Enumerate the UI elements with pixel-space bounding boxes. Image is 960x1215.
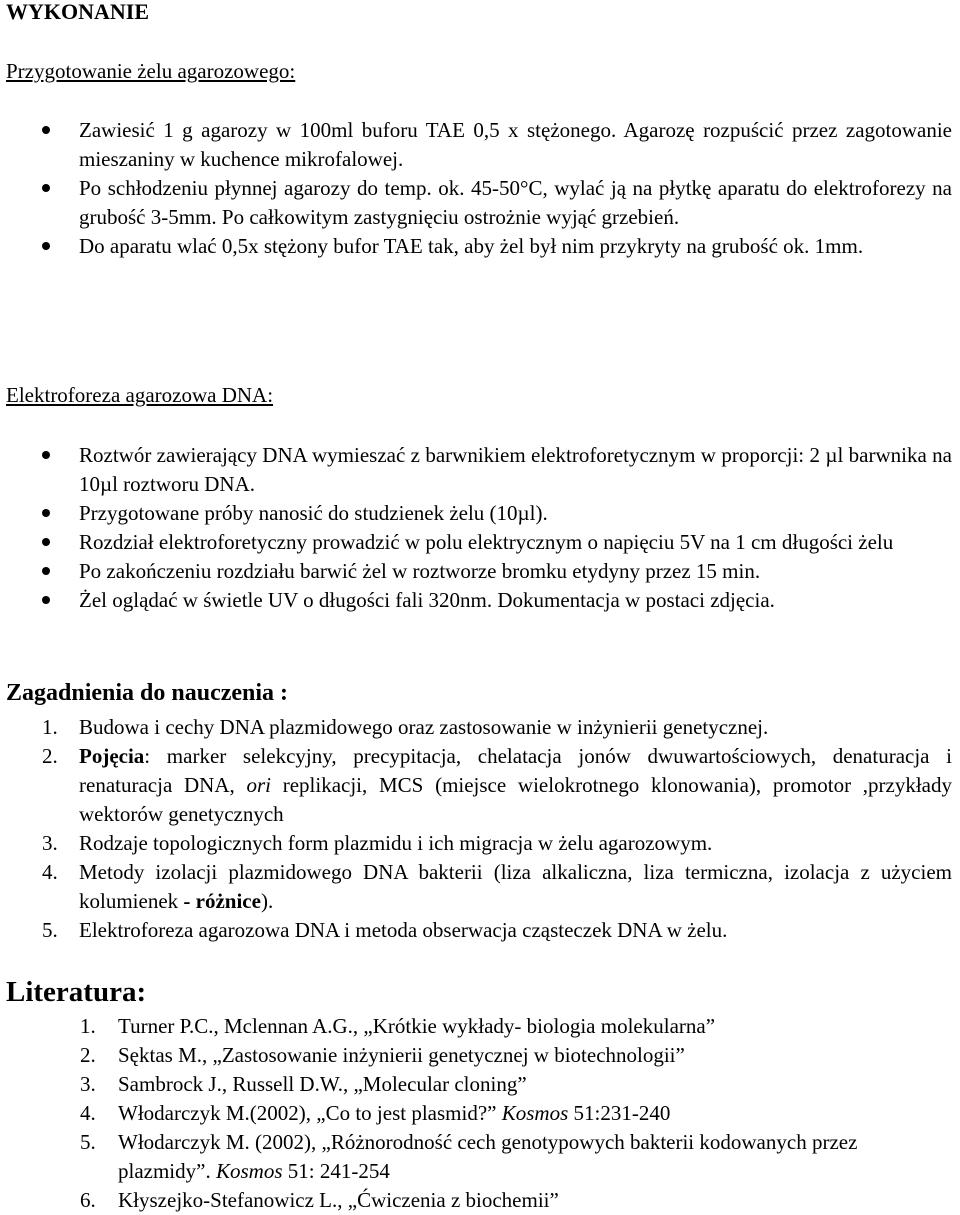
reference-text: Turner P.C., Mclennan A.G., „Krótkie wykłady- biologia molekularna” [118, 1014, 716, 1038]
reference-text: 51:231-240 [573, 1101, 671, 1125]
list-item-text: Do aparatu wlać 0,5x stężony bufor TAE tak, aby żel był nim przykryty na grubość ok. 1mm. [79, 234, 864, 258]
electrophoresis-steps-list [0, 441, 960, 615]
list-item [0, 742, 960, 829]
list-item [0, 528, 960, 557]
topic-text: Elektroforeza agarozowa DNA i metoda obserwacja cząsteczek DNA w żelu. [79, 918, 728, 942]
list-item [0, 1041, 960, 1070]
reference-text: 51: 241-254 [287, 1159, 390, 1183]
item-number: 5. [42, 918, 58, 942]
item-number: 3. [42, 831, 58, 855]
reference-text: Sęktas M., „Zastosowanie inżynierii genetycznej w biotechnologii” [118, 1043, 685, 1067]
list-item [0, 116, 960, 174]
journal-name: Kosmos [501, 1101, 569, 1125]
list-item [0, 858, 960, 916]
list-item-text: Po schłodzeniu płynnej agarozy do temp. ok. 45-50°C, wylać ją na płytkę aparatu do elektroforezy na grubość 3-5mm. Po całkowitym zastygnięciu ostrożnie wyjąć grzebień. [79, 176, 952, 229]
bullet-icon [42, 538, 50, 546]
list-item-text: Po zakończeniu rozdziału barwić żel w roztworze bromku etydyny przez 15 min. [79, 559, 761, 583]
bullet-icon [42, 567, 50, 575]
topics-list [0, 713, 960, 945]
item-number: 2. [80, 1043, 96, 1067]
reference-text: Włodarczyk M. (2002), „Różnorodność cech genotypowych bakterii kodowanych przez plazmidy”. [118, 1130, 858, 1183]
list-item [0, 713, 960, 742]
list-item [0, 557, 960, 586]
item-number: 3. [80, 1072, 96, 1096]
bullet-icon [42, 242, 50, 250]
electrophoresis-section-title: Elektroforeza agarozowa DNA: [6, 383, 274, 407]
list-item [0, 499, 960, 528]
item-number: 2. [42, 744, 58, 768]
list-item [0, 1070, 960, 1099]
topic-text: ). [260, 889, 274, 913]
list-item [0, 1099, 960, 1128]
bullet-icon [42, 509, 50, 517]
list-item-text: Zawiesić 1 g agarozy w 100ml buforu TAE 0,5 x stężonego. Agarozę rozpuścić przez zagotowanie mieszaniny w kuchence mikrofalowej. [79, 118, 952, 171]
bullet-icon [42, 126, 50, 134]
list-item [0, 829, 960, 858]
reference-text: Sambrock J., Russell D.W., „Molecular cloning” [118, 1072, 527, 1096]
list-item-text: Żel oglądać w świetle UV o długości fali 320nm. Dokumentacja w postaci zdjęcia. [79, 588, 775, 612]
reference-text: Kłyszejko-Stefanowicz L., „Ćwiczenia z biochemii” [118, 1188, 559, 1212]
topic-text: : marker selekcyjny, precypitacja, chelatacja jonów dwuwartościowych, denaturacja i renaturacja DNA, [79, 744, 952, 797]
topic-text: Budowa i cechy DNA plazmidowego oraz zastosowanie w inżynierii genetycznej. [79, 715, 769, 739]
list-item [0, 232, 960, 261]
gel-steps-list [0, 116, 960, 261]
topic-bold-term: - różnice [183, 889, 261, 913]
list-item [0, 586, 960, 615]
topic-bold-term: Pojęcia [79, 744, 145, 768]
topic-text: Metody izolacji plazmidowego DNA bakterii (liza alkaliczna, liza termiczna, izolacja z użyciem kolumienek [79, 860, 952, 913]
page-title: WYKONANIE [6, 0, 150, 24]
literature-heading: Literatura: [6, 976, 147, 1008]
gel-section-title: Przygotowanie żelu agarozowego: [6, 59, 296, 83]
topics-heading: Zagadnienia do nauczenia : [6, 680, 289, 706]
list-item-text: Przygotowane próby nanosić do studzienek żelu (10µl). [79, 501, 548, 525]
bullet-icon [42, 184, 50, 192]
bullet-icon [42, 451, 50, 459]
reference-text: Włodarczyk M.(2002), „Co to jest plasmid?” [118, 1101, 497, 1125]
list-item [0, 1186, 960, 1215]
item-number: 1. [42, 715, 58, 739]
bullet-icon [42, 596, 50, 604]
item-number: 1. [80, 1014, 96, 1038]
item-number: 5. [80, 1130, 96, 1154]
topic-italic-term: ori [246, 773, 271, 797]
list-item [0, 1012, 960, 1041]
list-item-text: Roztwór zawierający DNA wymieszać z barwnikiem elektroforetycznym w proporcji: 2 µl barwnika na 10µl roztworu DNA. [79, 443, 952, 496]
topic-text: Rodzaje topologicznych form plazmidu i ich migracja w żelu agarozowym. [79, 831, 713, 855]
list-item [0, 1128, 960, 1186]
list-item-text: Rozdział elektroforetyczny prowadzić w polu elektrycznym o napięciu 5V na 1 cm długości żelu [79, 530, 894, 554]
list-item [0, 441, 960, 499]
item-number: 4. [42, 860, 58, 884]
topic-text: replikacji, MCS (miejsce wielokrotnego klonowania), promotor ,przykłady wektorów genetycznych [79, 773, 953, 826]
journal-name: Kosmos [215, 1159, 283, 1183]
literature-list [0, 1012, 960, 1215]
list-item [0, 174, 960, 232]
item-number: 6. [80, 1188, 96, 1212]
item-number: 4. [80, 1101, 96, 1125]
list-item [0, 916, 960, 945]
